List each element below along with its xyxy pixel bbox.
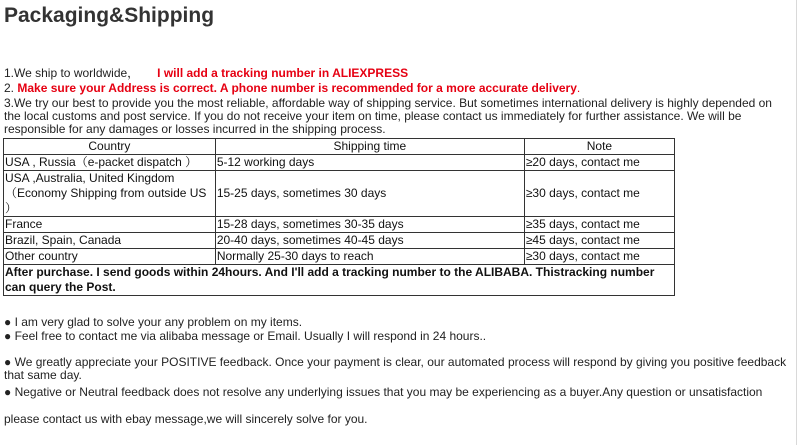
cell-shipping-time: Normally 25-30 days to reach [215, 249, 524, 265]
cell-shipping-time: 15-28 days, sometimes 30-35 days [215, 217, 524, 233]
table-row [4, 249, 675, 265]
bullet-positive-feedback: ● We greatly appreciate your POSITIVE feedback. Once your payment is clear, our automated process will respond by giving you positive feedback that same day. [4, 355, 787, 382]
bullet-negative-feedback: ● Negative or Neutral feedback does not resolve any underlying issues that you may be experiencing as a buyer.Any question or unsatisfaction [4, 385, 763, 399]
page-title: Packaging&Shipping [4, 4, 215, 27]
shipping-table [3, 138, 675, 296]
address-warning: Make sure your Address is correct. A phone number is recommended for a more accurate delivery [17, 81, 577, 95]
header-note: Note [524, 139, 674, 155]
cell-note: ≥45 days, contact me [524, 233, 674, 249]
table-row [4, 171, 675, 217]
cell-note: ≥30 days, contact me [524, 249, 674, 265]
bullet-contact: ● Feel free to contact me via alibaba message or Email. Usually I will respond in 24 hours.. [4, 329, 487, 343]
ebay-message-note: please contact us with ebay message,we will sincerely solve for you. [4, 412, 368, 426]
cell-country: Other country [4, 249, 216, 265]
table-header-row [4, 139, 675, 155]
note-2-period: . [576, 81, 581, 95]
cell-note: ≥20 days, contact me [524, 155, 674, 171]
shipping-note-3: 3.We try our best to provide you the most reliable, affordable way of shipping service. But sometimes international delivery is highly depended on the local customs and post service. If you do not receive your item on time, please contact us immediately for further assistance. We will be responsible for any damages or losses incurred in the shipping process. [4, 96, 772, 136]
header-country: Country [4, 139, 216, 155]
page-border [796, 0, 797, 445]
worldwide-text: 1.We ship to worldwide， [4, 66, 140, 80]
cell-shipping-time: 5-12 working days [215, 155, 524, 171]
header-shipping-time: Shipping time [215, 139, 524, 155]
tracking-highlight: I will add a tracking number in ALIEXPRESS [157, 66, 409, 80]
cell-country: USA ,Australia, United Kingdom（Economy Shipping from outside US ） [4, 171, 216, 217]
cell-country: Brazil, Spain, Canada [4, 233, 216, 249]
cell-shipping-time: 15-25 days, sometimes 30 days [215, 171, 524, 217]
table-footer-note: After purchase. I send goods within 24hours. And I'll add a tracking number to the ALIBABA. Thistracking number can query the Post. [4, 265, 675, 296]
table-row [4, 155, 675, 171]
cell-shipping-time: 20-40 days, sometimes 40-45 days [215, 233, 524, 249]
cell-note: ≥35 days, contact me [524, 217, 674, 233]
table-row [4, 217, 675, 233]
cell-note: ≥30 days, contact me [524, 171, 674, 217]
table-footer-row [4, 265, 675, 296]
table-row [4, 233, 675, 249]
cell-country: France [4, 217, 216, 233]
note-2-number: 2. [4, 81, 15, 95]
shipping-note-1 [4, 67, 408, 80]
cell-country: USA , Russia（e-packet dispatch ） [4, 155, 216, 171]
shipping-note-2 [4, 82, 580, 95]
bullet-solve-problems: ● I am very glad to solve your any problem on my items. [4, 315, 303, 329]
